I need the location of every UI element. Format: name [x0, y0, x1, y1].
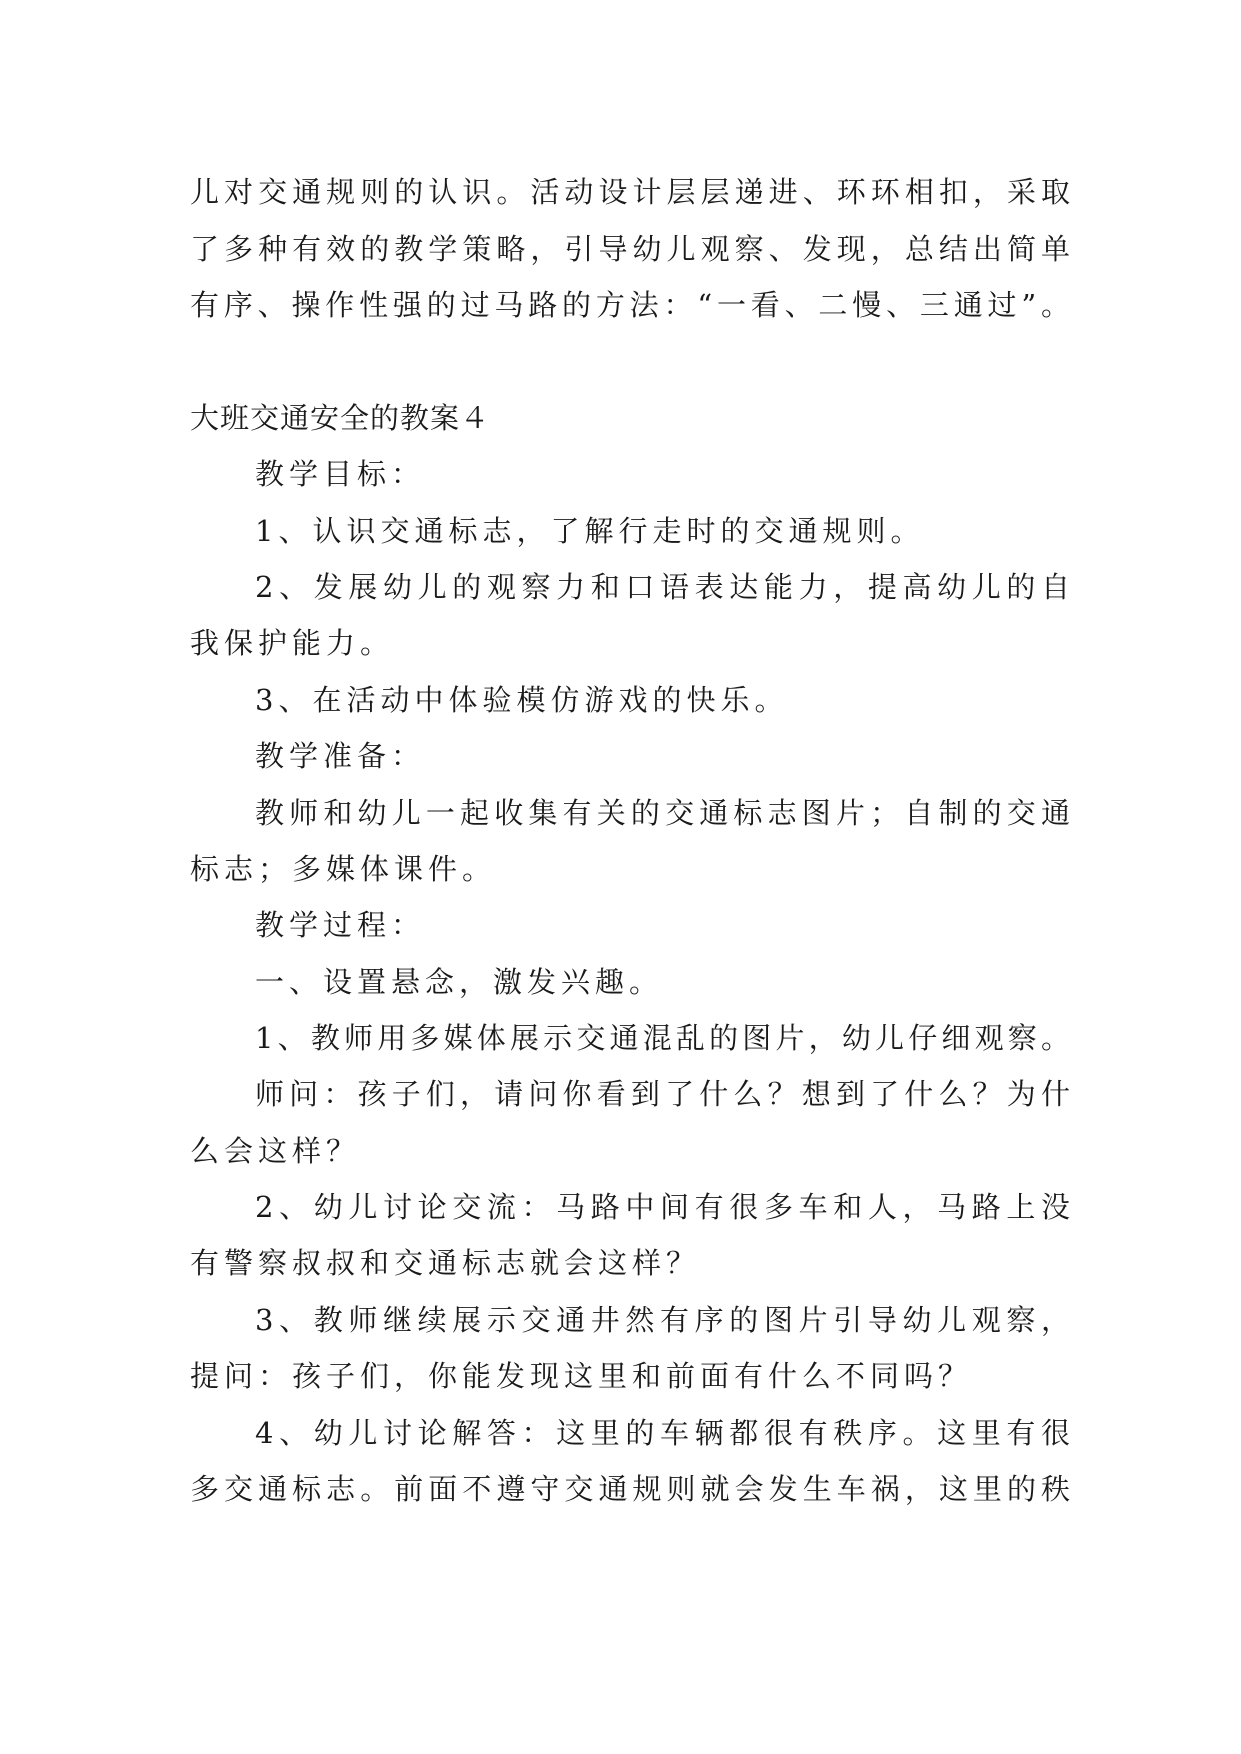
list-item: 1、教师用多媒体展示交通混乱的图片，幼儿仔细观察。 — [255, 1021, 1070, 1055]
list-item: 3、教师继续展示交通井然有序的图片引导幼儿观察， — [255, 1303, 1070, 1337]
paragraph-line: 师问：孩子们，请问你看到了什么？想到了什么？为什 — [255, 1077, 1070, 1111]
step-heading: 一、设置悬念，激发兴趣。 — [255, 965, 664, 999]
paragraph-line: 有序、操作性强的过马路的方法：“一看、二慢、三通过”。 — [190, 288, 1070, 322]
list-item-continuation: 多交通标志。前面不遵守交通规则就会发生车祸，这里的秩 — [190, 1472, 1070, 1506]
list-item: 2、发展幼儿的观察力和口语表达能力，提高幼儿的自 — [255, 570, 1070, 604]
paragraph-line: 教师和幼儿一起收集有关的交通标志图片；自制的交通 — [255, 796, 1070, 830]
paragraph-line: 了多种有效的教学策略，引导幼儿观察、发现，总结出简单 — [190, 232, 1070, 266]
section-heading: 大班交通安全的教案４ — [190, 401, 491, 435]
paragraph-line: 么会这样？ — [190, 1134, 361, 1168]
subheading-teaching-goals: 教学目标： — [255, 457, 426, 491]
list-item-continuation: 有警察叔叔和交通标志就会这样？ — [190, 1246, 701, 1280]
paragraph-line: 标志；多媒体课件。 — [190, 852, 497, 886]
list-item: 3、在活动中体验模仿游戏的快乐。 — [255, 683, 789, 717]
list-item-continuation: 我保护能力。 — [190, 626, 395, 660]
list-item: 1、认识交通标志，了解行走时的交通规则。 — [255, 514, 925, 548]
paragraph-line: 儿对交通规则的认识。活动设计层层递进、环环相扣，采取 — [190, 175, 1070, 209]
list-item-continuation: 提问：孩子们，你能发现这里和前面有什么不同吗？ — [190, 1359, 973, 1393]
list-item: 4、幼儿讨论解答：这里的车辆都很有秩序。这里有很 — [255, 1416, 1070, 1450]
subheading-teaching-prep: 教学准备： — [255, 739, 426, 773]
subheading-teaching-process: 教学过程： — [255, 908, 426, 942]
list-item: 2、幼儿讨论交流：马路中间有很多车和人，马路上没 — [255, 1190, 1070, 1224]
